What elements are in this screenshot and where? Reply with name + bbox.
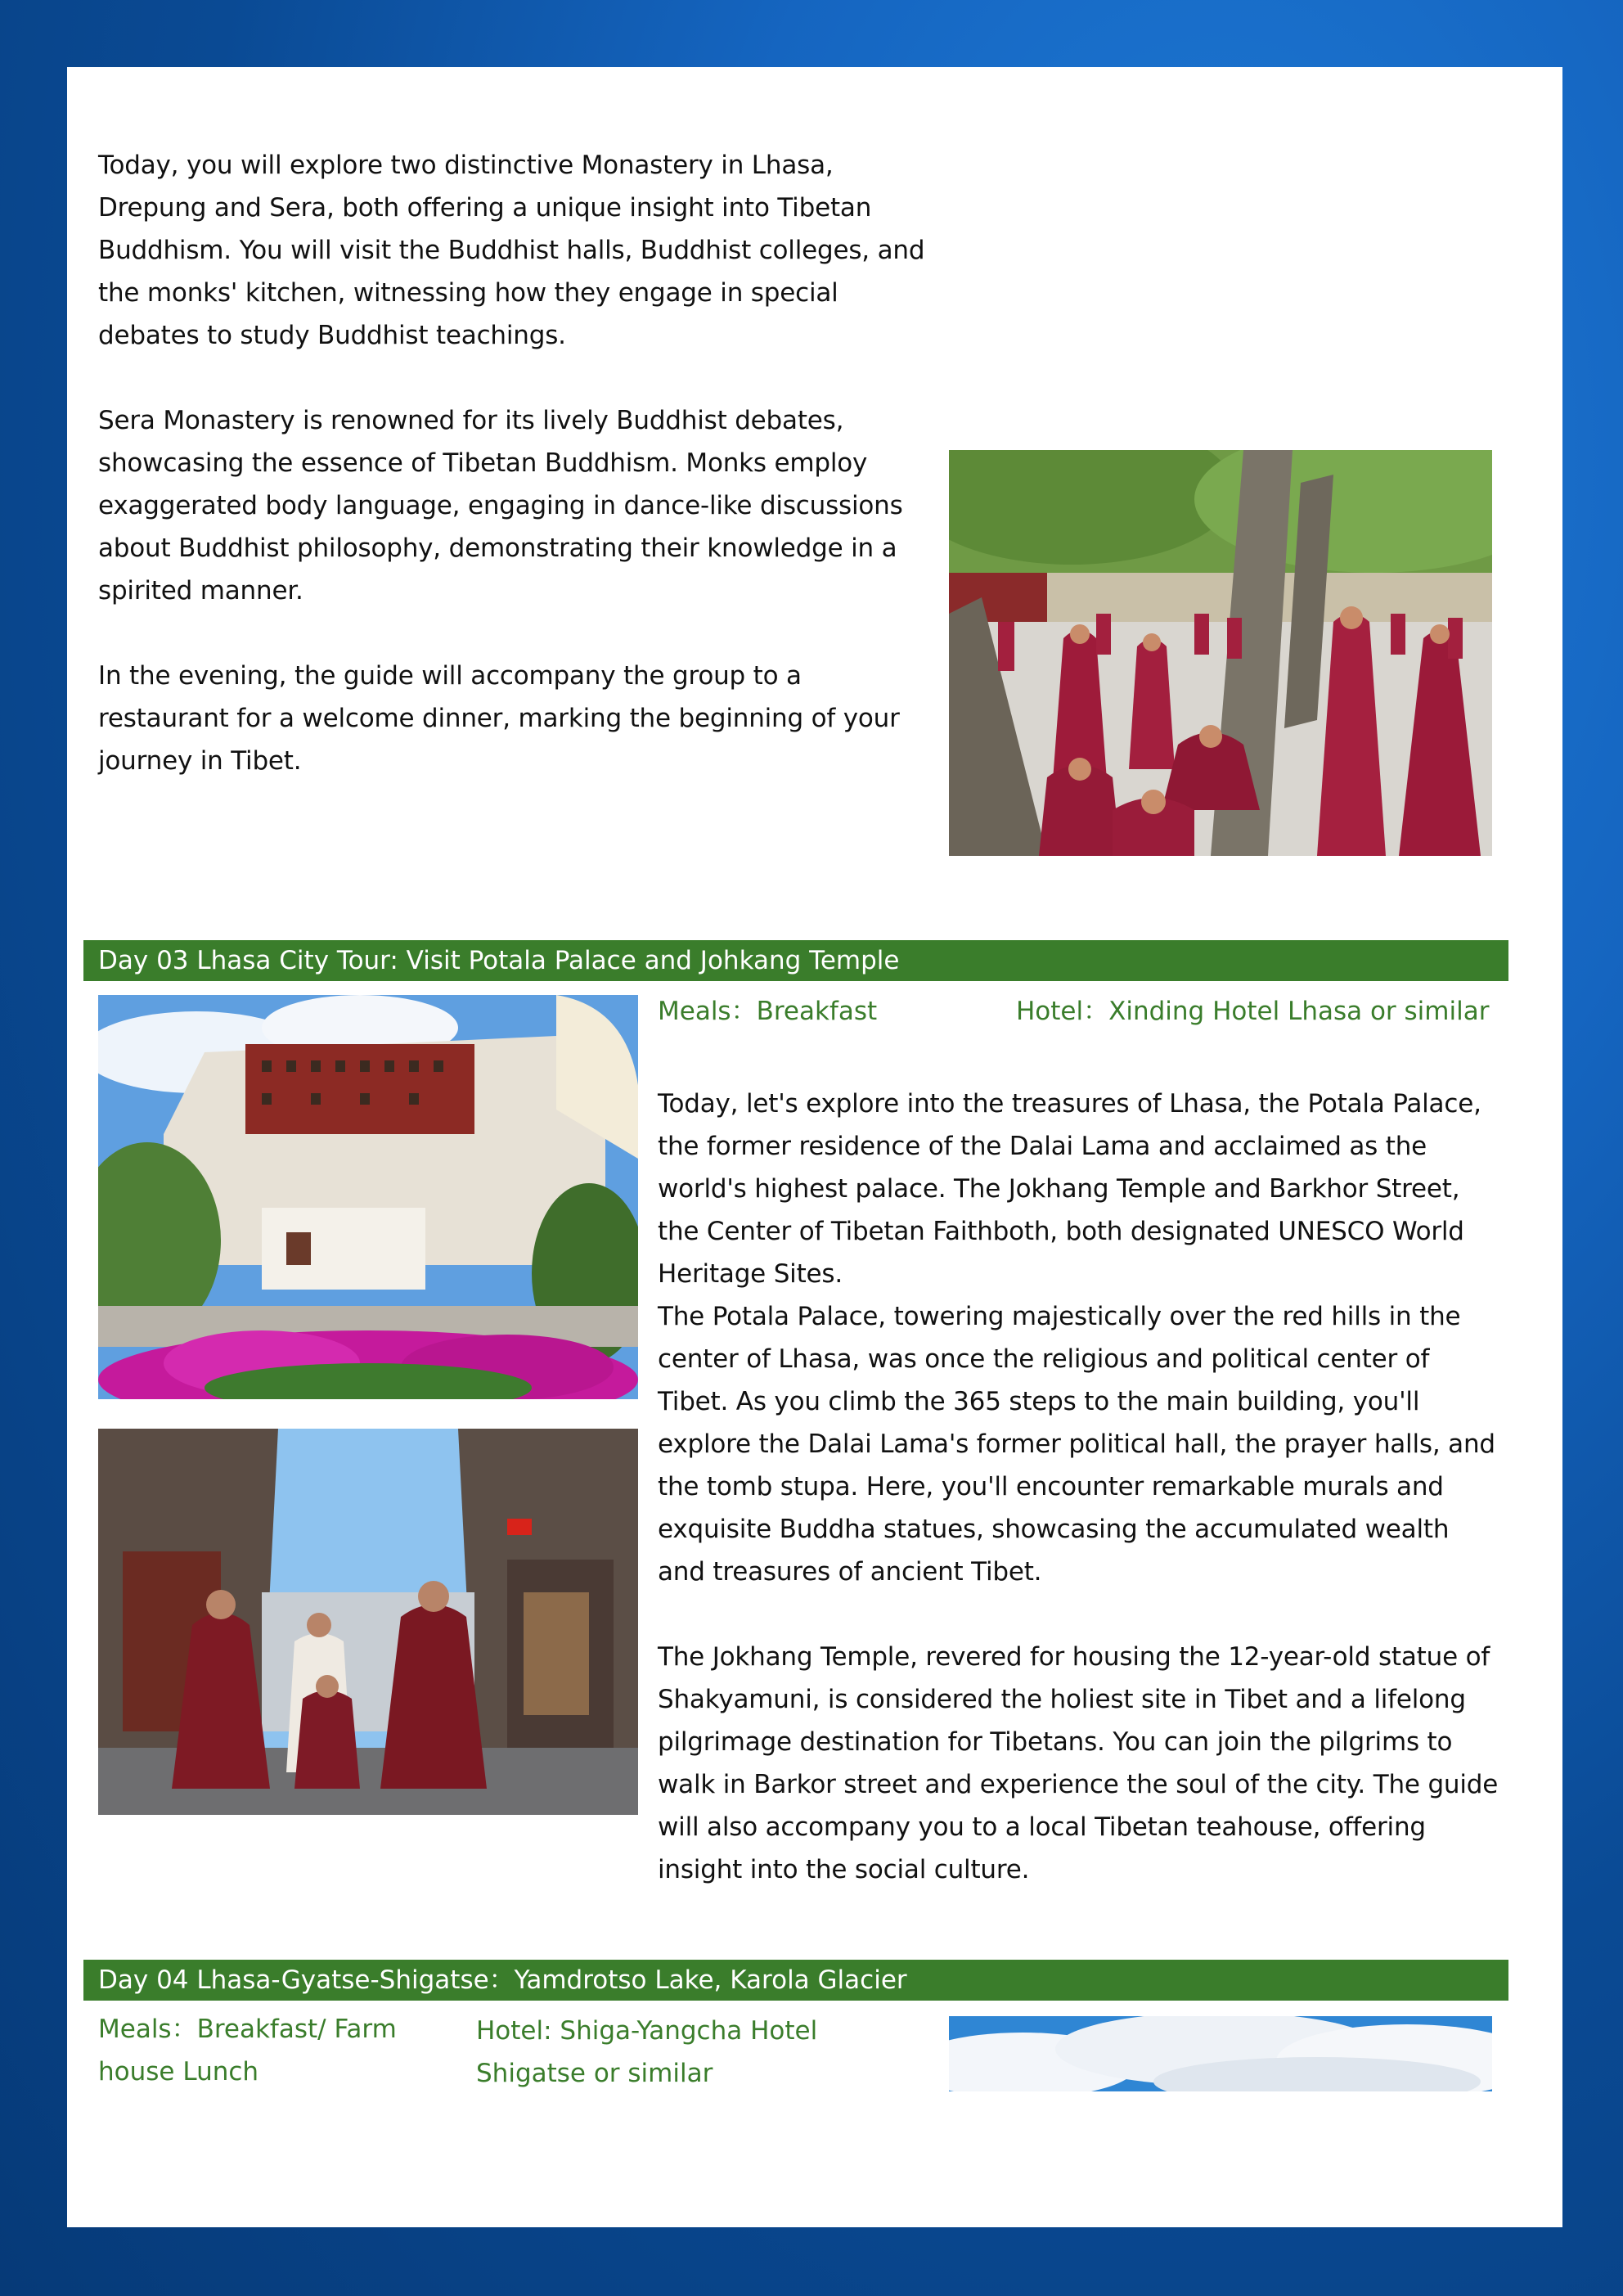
day02-paragraph-1: Today, you will explore two distinctive Monastery in Lhasa, Drepung and Sera, both offering a unique insight into Tibetan Buddhism. You will visit the Buddhist halls, Buddhist colleges, and the monks' kitchen, witnessing how they engage in special debates to study Buddhist teachings.	[98, 151, 925, 350]
day02-paragraph-2: Sera Monastery is renowned for its lively Buddhist debates, showcasing the essence of Tibetan Buddhism. Monks employ exaggerated body language, engaging in dance-like discussions about Buddhist philosophy, demonstrating their knowledge in a spirited manner.	[98, 406, 903, 606]
day04-section-header: Day 04 Lhasa-Gyatse-Shigatse：Yamdrotso Lake, Karola Glacier	[83, 1960, 1508, 2001]
day04-meals: Meals：Breakfast/ Farm house Lunch	[98, 2015, 397, 2087]
itinerary-page	[67, 67, 1562, 2227]
day03-section-header: Day 03 Lhasa City Tour: Visit Potala Palace and Johkang Temple	[83, 940, 1508, 981]
day04-hotel: Hotel: Shiga-Yangcha Hotel Shigatse or similar	[476, 2016, 818, 2088]
day03-paragraph-3: The Jokhang Temple, revered for housing the 12-year-old statue of Shakyamuni, is considered the holiest site in Tibet and a lifelong pilgrimage destination for Tibetans. You can join the pilgrims to walk in Barkor street and experience the soul of the city. The guide will also accompany you to a local Tibetan teahouse, offering insight into the social culture.	[658, 1642, 1499, 1884]
day03-meals: Meals：Breakfast	[658, 997, 878, 1026]
day03-paragraph-2: The Potala Palace, towering majestically over the red hills in the center of Lhasa, was once the religious and political center of Tibet. As you climb the 365 steps to the main building, you'll explore the Dalai Lama's former political hall, the prayer halls, and the tomb stupa. Here, you'll encounter remarkable murals and exquisite Buddha statues, showcasing the accumulated wealth and treasures of ancient Tibet.	[658, 1302, 1495, 1587]
day03-hotel: Hotel：Xinding Hotel Lhasa or similar	[1016, 997, 1490, 1026]
barkhor-street-photo	[98, 1429, 638, 1815]
day03-paragraph-1: Today, let's explore into the treasures of Lhasa, the Potala Palace, the former residence of the Dalai Lama and acclaimed as the world's highest palace. The Jokhang Temple and Barkhor Street, the Center of Tibetan Faithboth, both designated UNESCO World Heritage Sites.	[658, 1089, 1481, 1289]
sky-clouds-photo	[949, 2016, 1492, 2091]
potala-palace-photo	[98, 995, 638, 1399]
sera-monastery-debate-photo	[949, 450, 1492, 856]
day02-paragraph-3: In the evening, the guide will accompany the group to a restaurant for a welcome dinner, marking the beginning of your journey in Tibet.	[98, 661, 900, 776]
